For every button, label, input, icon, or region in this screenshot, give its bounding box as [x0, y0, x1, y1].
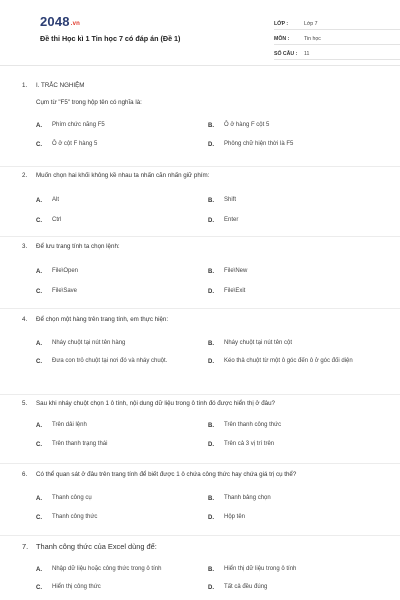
answer-list — [36, 421, 380, 449]
answer-option[interactable]: A. File\Open — [36, 268, 79, 275]
logo-text: 2048 — [40, 14, 70, 29]
meta-row-count — [274, 45, 400, 60]
answer-option[interactable]: D. Trên cả 3 vị trí trên — [208, 441, 275, 448]
site-logo[interactable] — [40, 14, 80, 29]
question-6 — [22, 471, 380, 531]
question-text: Cụm từ "F5" trong hộp tên có nghĩa là: — [36, 99, 142, 106]
question-number: 5. — [22, 400, 28, 407]
question-head — [22, 542, 380, 551]
answer-option[interactable]: D. File\Exit — [208, 288, 246, 295]
question-number: 1. — [22, 82, 28, 89]
answer-option[interactable]: A. Nhập dữ liệu hoặc công thức trong ô tính — [36, 566, 162, 573]
answer-list — [36, 196, 380, 225]
meta-row-class — [274, 15, 400, 30]
section-title: I. TRẮC NGHIỆM — [36, 82, 85, 89]
answer-list — [36, 121, 380, 149]
page-header — [20, 0, 380, 62]
question-divider — [0, 463, 400, 464]
question-text: Để lưu trang tính ta chọn lệnh: — [36, 243, 120, 250]
answer-option[interactable]: C. Ctrl — [36, 217, 62, 224]
exam-title: Đề thi Học kì 1 Tin học 7 có đáp án (Đề 1) — [40, 34, 181, 43]
meta-key: MÔN : — [274, 36, 290, 42]
meta-value: Lớp 7 — [304, 21, 318, 27]
question-text-row — [22, 99, 380, 106]
logo-suffix: .vn — [70, 21, 81, 27]
answer-option[interactable]: B. Trên thanh công thức — [208, 422, 282, 429]
question-head — [22, 316, 380, 323]
meta-value: Tin học — [304, 36, 321, 42]
answer-option[interactable]: C. File\Save — [36, 288, 78, 295]
answer-option[interactable]: B. Thanh bảng chọn — [208, 495, 271, 502]
answer-option[interactable]: D. Hộp tên — [208, 514, 246, 521]
question-divider — [0, 535, 400, 536]
answer-list — [36, 565, 380, 592]
question-text: Muốn chọn hai khối không kề nhau ta nhấn căn nhấn giữ phím: — [36, 172, 210, 179]
question-text: Để chọn một hàng trên trang tính, em thực hiện: — [36, 316, 169, 323]
question-text: Sau khi nháy chuột chọn 1 ô tính, nội dung dữ liệu trong ô tính đó được hiển thị ở đâu? — [36, 400, 275, 407]
question-number: 6. — [22, 471, 28, 478]
question-number: 4. — [22, 316, 28, 323]
question-number: 3. — [22, 243, 28, 250]
question-4 — [22, 316, 380, 375]
question-head — [22, 172, 380, 179]
answer-option[interactable]: D. Kéo thả chuột từ một ô góc đến ô ở góc đối diện — [208, 358, 353, 365]
question-head — [22, 243, 380, 250]
answer-option[interactable]: B. Ô ở hàng F cột 5 — [208, 122, 270, 129]
answer-option[interactable]: A. Nháy chuột tại nút tên hàng — [36, 340, 126, 347]
question-5 — [22, 400, 380, 458]
question-divider — [0, 394, 400, 395]
answer-option[interactable]: D. Phông chữ hiện thời là F5 — [208, 141, 294, 148]
answer-option[interactable]: A. Alt — [36, 197, 60, 204]
question-text: Có thể quan sát ở đâu trên trang tính để biết được 1 ô chứa công thức hay chứa giá trị cụ thể? — [36, 471, 297, 478]
meta-key: LỚP : — [274, 21, 289, 27]
question-divider — [0, 308, 400, 309]
question-number: 2. — [22, 172, 28, 179]
question-7 — [22, 542, 380, 600]
answer-option[interactable]: A. Thanh công cụ — [36, 495, 92, 502]
answer-option[interactable]: C. Đưa con trỏ chuột tại nơi đó và nháy chuột. — [36, 358, 168, 365]
answer-option[interactable]: B. Shift — [208, 197, 237, 204]
exam-meta — [274, 15, 400, 60]
question-1 — [22, 82, 380, 158]
question-divider — [0, 236, 400, 237]
question-head — [22, 471, 380, 478]
question-2 — [22, 172, 380, 234]
answer-list — [36, 267, 380, 296]
answer-option[interactable]: B. Hiển thị dữ liệu trong ô tính — [208, 566, 297, 573]
answer-option[interactable]: D. Tất cả đều đúng — [208, 584, 268, 591]
answer-option[interactable]: B. File\New — [208, 268, 248, 275]
answer-option[interactable]: B. Nháy chuột tại nút tên cột — [208, 340, 293, 347]
answer-list — [36, 494, 380, 522]
answer-list — [36, 339, 380, 366]
question-text: Thanh công thức của Excel dùng để: — [36, 542, 157, 551]
question-number: 7. — [22, 542, 29, 551]
answer-option[interactable]: D. Enter — [208, 217, 239, 224]
answer-option[interactable]: C. Ô ở cột F hàng 5 — [36, 141, 98, 148]
meta-key: SỐ CÂU : — [274, 51, 298, 57]
meta-row-subject — [274, 30, 400, 45]
answer-option[interactable]: A. Phím chức năng F5 — [36, 122, 105, 129]
question-head — [22, 82, 380, 89]
answer-option[interactable]: A. Trên dải lệnh — [36, 422, 87, 429]
question-3 — [22, 243, 380, 305]
question-divider — [0, 166, 400, 167]
answer-option[interactable]: C. Thanh công thức — [36, 514, 98, 521]
question-head — [22, 400, 380, 407]
meta-value: 11 — [304, 51, 310, 57]
answer-option[interactable]: C. Trên thanh trạng thái — [36, 441, 108, 448]
header-divider — [0, 65, 400, 66]
answer-option[interactable]: C. Hiển thị công thức — [36, 584, 101, 591]
